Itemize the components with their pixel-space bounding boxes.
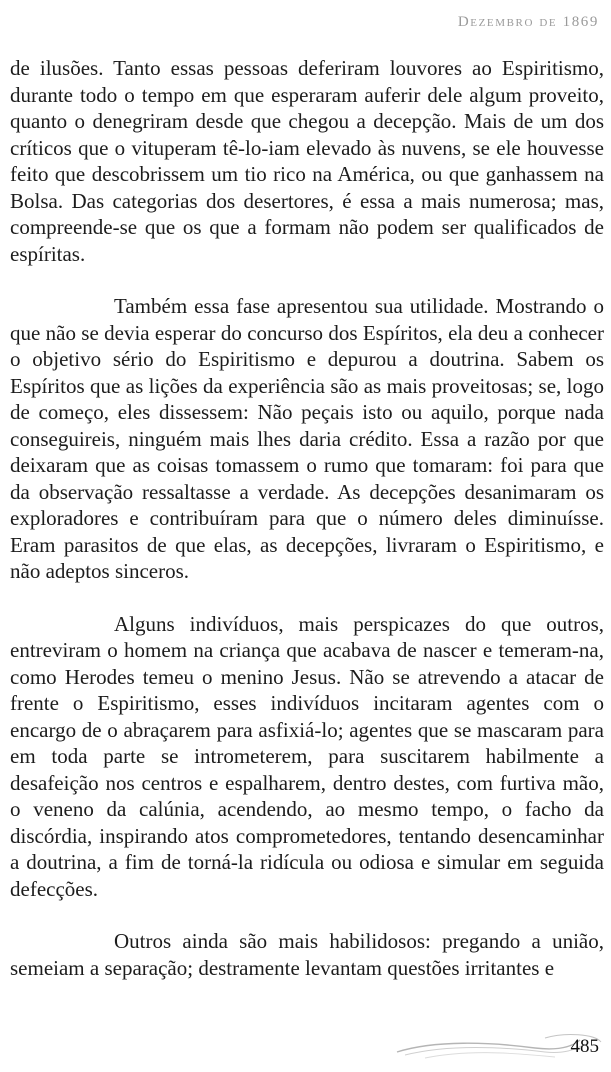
paragraph-2: Também essa fase apresentou sua utilidade. Mostrando o que não se devia esperar do concurso dos Espíritos, ela deu a conhecer o objetivo sério do Espiritismo e depurou a doutrina. Sabem os Espíritos que as lições da experiência são as mais proveitosas; se, logo de começo, eles dissessem: Não peçais isto ou aquilo, porque nada conseguireis, ninguém mais lhes daria crédito. Essa a razão por que deixaram que as coisas tomassem o rumo que tomaram: foi para que da observação ressaltasse a verdade. As decepções desanimaram os exploradores e contribuíram para que o número deles diminuísse. Eram parasitos de que elas, as decepções, livraram o Espiritismo, e não adeptos sinceros. — [10, 294, 604, 583]
page-number: 485 — [570, 1036, 599, 1057]
page-body — [10, 55, 604, 981]
paragraph-3: Alguns indivíduos, mais perspicazes do que outros, entreviram o homem na criança que acabava de nascer e temeram-na, como Herodes temeu o menino Jesus. Não se atrevendo a atacar de frente o Espiritismo, esses indivíduos incitaram agentes com o encargo de o abraçarem para asfixiá-lo; agentes que se mascaram para em toda parte se intrometerem, para suscitarem habilmente a desafeição nos centros e espalharem, dentro destes, com furtiva mão, o veneno da calúnia, acendendo, ao mesmo tempo, o facho da discórdia, inspirando atos comprometedores, tentando desencaminhar a doutrina, a fim de torná-la ridícula ou odiosa e simular em seguida defecções. — [10, 611, 604, 901]
paragraph-4: Outros ainda são mais habilidosos: pregando a união, semeiam a separação; destramente levantam questões irritantes e — [10, 929, 604, 980]
paragraph-1: de ilusões. Tanto essas pessoas deferiram louvores ao Espiritismo, durante todo o tempo em que esperaram auferir dele algum proveito, quanto o denegriram desde que chegou a decepção. Mais de um dos críticos que o vituperam tê-lo-iam elevado às nuvens, se ele houvesse feito que descobrissem um tio rico na América, ou que ganhassem na Bolsa. Das categorias dos desertores, é essa a mais numerosa; mas, compreende-se que os que a formam não podem ser qualificados de espíritas. — [10, 56, 604, 266]
running-header: Dezembro de 1869 — [457, 14, 599, 30]
page-footer — [395, 1028, 605, 1064]
